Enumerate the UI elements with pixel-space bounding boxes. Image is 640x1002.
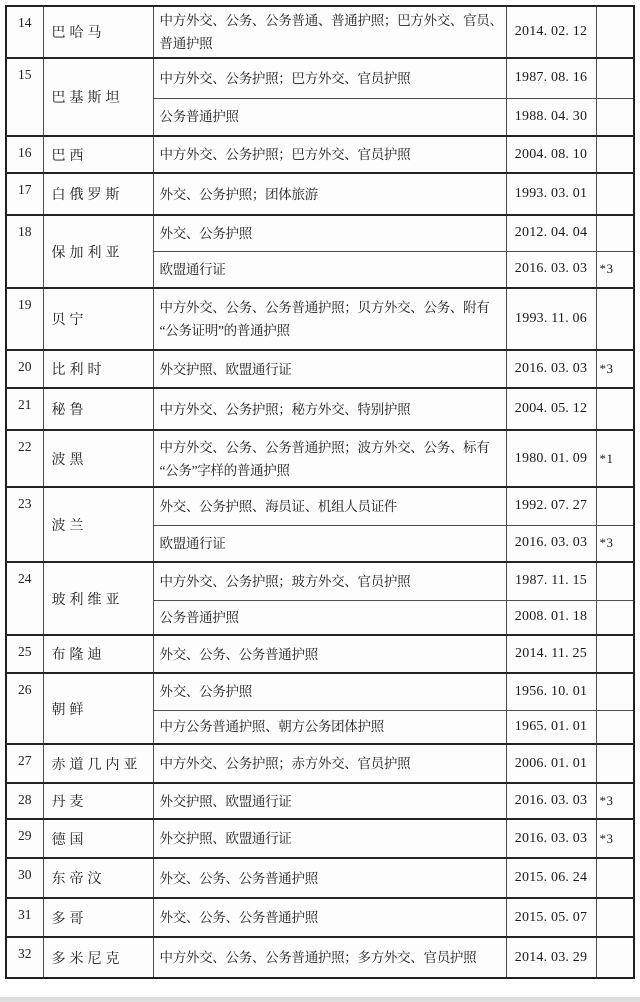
row-number-cell: 24 xyxy=(6,562,43,635)
documents-cell: 中方外交、公务、公务普通、普通护照；巴方外交、官员、普通护照 xyxy=(153,6,506,58)
row-number-cell: 20 xyxy=(6,350,43,388)
country-cell: 丹麦 xyxy=(43,783,153,819)
date-cell: 2014. 03. 29 xyxy=(506,937,596,978)
date-cell: 1992. 07. 27 xyxy=(506,487,596,525)
date-cell: 2004. 08. 10 xyxy=(506,136,596,173)
country-cell: 赤道几内亚 xyxy=(43,744,153,783)
documents-cell: 外交护照、欧盟通行证 xyxy=(153,350,506,388)
row-number-cell: 28 xyxy=(6,783,43,819)
row-number-cell: 31 xyxy=(6,898,43,937)
table-row xyxy=(6,136,634,173)
documents-cell: 中方外交、公务、公务普通护照；多方外交、官员护照 xyxy=(153,937,506,978)
table-row xyxy=(6,430,634,487)
country-cell: 白俄罗斯 xyxy=(43,173,153,215)
table-row xyxy=(6,215,634,251)
note-cell xyxy=(596,58,634,98)
note-cell xyxy=(596,136,634,173)
table-row xyxy=(6,673,634,710)
row-number-cell: 25 xyxy=(6,635,43,673)
table-row xyxy=(6,288,634,350)
row-number-cell: 22 xyxy=(6,430,43,487)
country-cell: 波黑 xyxy=(43,430,153,487)
documents-cell: 中方外交、公务护照；巴方外交、官员护照 xyxy=(153,136,506,173)
row-number-cell: 14 xyxy=(6,6,43,58)
visa-table-body xyxy=(6,6,634,978)
table-row xyxy=(6,635,634,673)
note-cell: *3 xyxy=(596,783,634,819)
date-cell: 2016. 03. 03 xyxy=(506,525,596,562)
documents-cell: 外交护照、欧盟通行证 xyxy=(153,819,506,858)
note-cell xyxy=(596,600,634,635)
note-cell xyxy=(596,937,634,978)
note-cell: *3 xyxy=(596,819,634,858)
date-cell: 2015. 05. 07 xyxy=(506,898,596,937)
documents-cell: 中方外交、公务、公务普通护照；贝方外交、公务、附有“公务证明”的普通护照 xyxy=(153,288,506,350)
date-cell: 2006. 01. 01 xyxy=(506,744,596,783)
date-cell: 1993. 03. 01 xyxy=(506,173,596,215)
note-cell xyxy=(596,388,634,430)
documents-cell: 外交、公务护照 xyxy=(153,673,506,710)
table-row xyxy=(6,487,634,525)
table-row xyxy=(6,173,634,215)
country-cell: 巴西 xyxy=(43,136,153,173)
date-cell: 1980. 01. 09 xyxy=(506,430,596,487)
country-cell: 东帝汶 xyxy=(43,858,153,898)
documents-cell: 外交、公务、公务普通护照 xyxy=(153,635,506,673)
page-bottom-edge-shadow xyxy=(0,997,640,1002)
table-row xyxy=(6,562,634,600)
table-row xyxy=(6,898,634,937)
date-cell: 2004. 05. 12 xyxy=(506,388,596,430)
note-cell xyxy=(596,898,634,937)
table-row xyxy=(6,350,634,388)
note-cell xyxy=(596,673,634,710)
date-cell: 2014. 02. 12 xyxy=(506,6,596,58)
documents-cell: 公务普通护照 xyxy=(153,98,506,136)
country-cell: 布隆迪 xyxy=(43,635,153,673)
documents-cell: 欧盟通行证 xyxy=(153,525,506,562)
documents-cell: 外交、公务护照、海员证、机组人员证件 xyxy=(153,487,506,525)
date-cell: 1993. 11. 06 xyxy=(506,288,596,350)
note-cell: *3 xyxy=(596,251,634,288)
date-cell: 2014. 11. 25 xyxy=(506,635,596,673)
visa-exemption-table-container xyxy=(5,5,635,979)
country-cell: 朝鲜 xyxy=(43,673,153,744)
documents-cell: 外交、公务、公务普通护照 xyxy=(153,898,506,937)
table-row xyxy=(6,58,634,98)
row-number-cell: 23 xyxy=(6,487,43,562)
documents-cell: 中方外交、公务、公务普通护照；波方外交、公务、标有“公务”字样的普通护照 xyxy=(153,430,506,487)
country-cell: 波兰 xyxy=(43,487,153,562)
note-cell xyxy=(596,744,634,783)
country-cell: 巴基斯坦 xyxy=(43,58,153,136)
country-cell: 玻利维亚 xyxy=(43,562,153,635)
note-cell xyxy=(596,635,634,673)
note-cell xyxy=(596,288,634,350)
documents-cell: 外交、公务护照 xyxy=(153,215,506,251)
documents-cell: 中方公务普通护照、朝方公务团体护照 xyxy=(153,710,506,744)
date-cell: 2016. 03. 03 xyxy=(506,819,596,858)
row-number-cell: 26 xyxy=(6,673,43,744)
row-number-cell: 15 xyxy=(6,58,43,136)
table-row xyxy=(6,819,634,858)
table-row xyxy=(6,6,634,58)
note-cell: *3 xyxy=(596,525,634,562)
country-cell: 巴哈马 xyxy=(43,6,153,58)
documents-cell: 外交、公务、公务普通护照 xyxy=(153,858,506,898)
table-row xyxy=(6,744,634,783)
note-cell xyxy=(596,710,634,744)
date-cell: 1987. 11. 15 xyxy=(506,562,596,600)
table-row xyxy=(6,388,634,430)
date-cell: 1956. 10. 01 xyxy=(506,673,596,710)
note-cell xyxy=(596,215,634,251)
documents-cell: 中方外交、公务护照；巴方外交、官员护照 xyxy=(153,58,506,98)
row-number-cell: 32 xyxy=(6,937,43,978)
note-cell xyxy=(596,858,634,898)
date-cell: 2012. 04. 04 xyxy=(506,215,596,251)
note-cell xyxy=(596,487,634,525)
date-cell: 2016. 03. 03 xyxy=(506,251,596,288)
country-cell: 贝宁 xyxy=(43,288,153,350)
row-number-cell: 16 xyxy=(6,136,43,173)
date-cell: 1988. 04. 30 xyxy=(506,98,596,136)
note-cell: *3 xyxy=(596,350,634,388)
row-number-cell: 29 xyxy=(6,819,43,858)
table-row xyxy=(6,937,634,978)
country-cell: 比利时 xyxy=(43,350,153,388)
row-number-cell: 17 xyxy=(6,173,43,215)
note-cell xyxy=(596,562,634,600)
date-cell: 2015. 06. 24 xyxy=(506,858,596,898)
country-cell: 秘鲁 xyxy=(43,388,153,430)
country-cell: 多米尼克 xyxy=(43,937,153,978)
row-number-cell: 18 xyxy=(6,215,43,288)
row-number-cell: 27 xyxy=(6,744,43,783)
date-cell: 2016. 03. 03 xyxy=(506,783,596,819)
table-row xyxy=(6,858,634,898)
date-cell: 2008. 01. 18 xyxy=(506,600,596,635)
documents-cell: 公务普通护照 xyxy=(153,600,506,635)
visa-exemption-agreement-table xyxy=(5,5,635,979)
documents-cell: 外交护照、欧盟通行证 xyxy=(153,783,506,819)
note-cell: *1 xyxy=(596,430,634,487)
documents-cell: 中方外交、公务护照；玻方外交、官员护照 xyxy=(153,562,506,600)
row-number-cell: 30 xyxy=(6,858,43,898)
row-number-cell: 19 xyxy=(6,288,43,350)
documents-cell: 欧盟通行证 xyxy=(153,251,506,288)
documents-cell: 中方外交、公务护照；赤方外交、官员护照 xyxy=(153,744,506,783)
country-cell: 德国 xyxy=(43,819,153,858)
date-cell: 1965. 01. 01 xyxy=(506,710,596,744)
country-cell: 多哥 xyxy=(43,898,153,937)
date-cell: 1987. 08. 16 xyxy=(506,58,596,98)
row-number-cell: 21 xyxy=(6,388,43,430)
table-row xyxy=(6,783,634,819)
date-cell: 2016. 03. 03 xyxy=(506,350,596,388)
note-cell xyxy=(596,173,634,215)
note-cell xyxy=(596,98,634,136)
documents-cell: 中方外交、公务护照；秘方外交、特别护照 xyxy=(153,388,506,430)
note-cell xyxy=(596,6,634,58)
country-cell: 保加利亚 xyxy=(43,215,153,288)
documents-cell: 外交、公务护照；团体旅游 xyxy=(153,173,506,215)
